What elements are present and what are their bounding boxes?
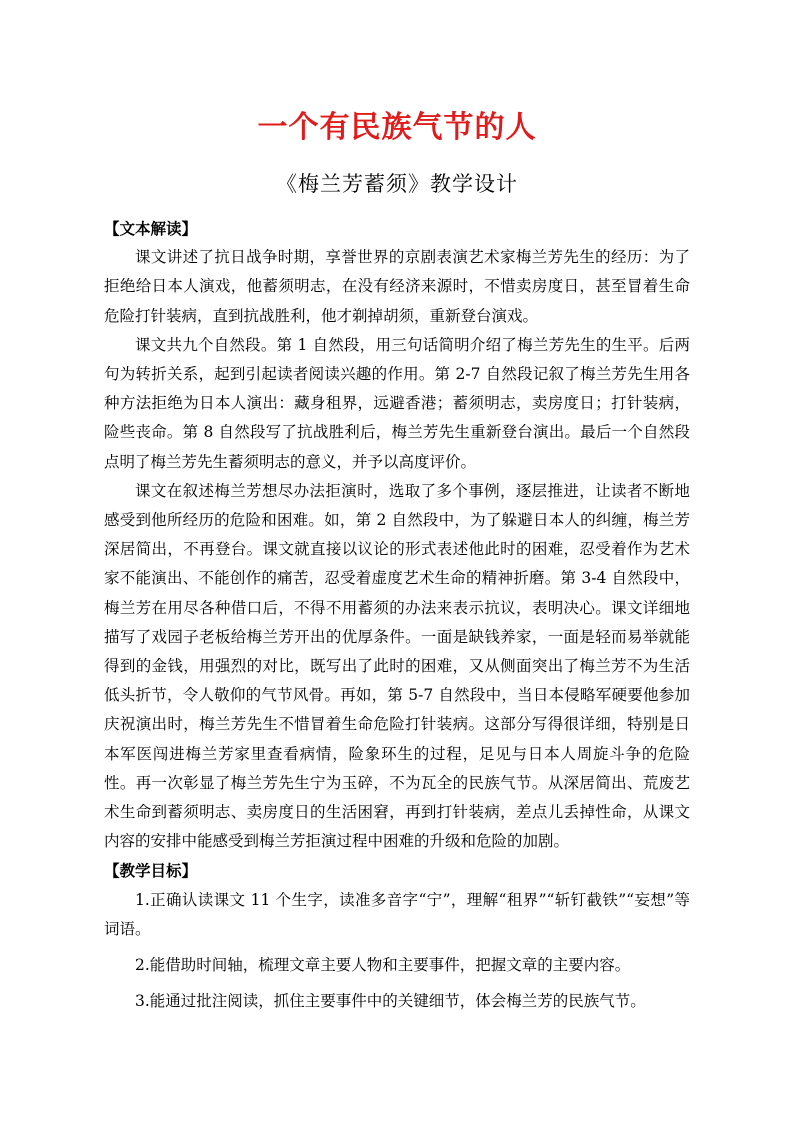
goal-item: 1.正确认读课文 11 个生字，读准多音字“宁”，理解“租界”“斩钉截铁”“妄想”等词语。 — [104, 890, 690, 938]
paragraph: 课文在叙述梅兰芳想尽办法拒演时，选取了多个事例，逐层推进，让读者不断地感受到他所经历的危险和困难。如，第 2 自然段中，为了躲避日本人的纠缠，梅兰芳深居简出，不再登台。课文就直接以议论的形式表述他此时的困难，忍受着作为艺术家不能演出、不能创作的痛苦，忍受着虚度艺术生命的精神折磨。第 3-4 自然段中，梅兰芳在用尽各种借口后，不得不用蓄须的办法来表示抗议，表明决心。课文详细地描写了戏园子老板给梅兰芳开出的优厚条件。一面是缺钱养家，一面是轻而易举就能得到的金钱，用强烈的对比，既写出了此时的困难，又从侧面突出了梅兰芳不为生活低头折节，令人敬仰的气节风骨。再如，第 5-7 自然段中，当日本侵略军硬要他参加庆祝演出时，梅兰芳先生不惜冒着生命危险打针装病。这部分写得很详细，特别是日本军医闯进梅兰芳家里查看病情，险象环生的过程，足见与日本人周旋斗争的危险性。再一次彰显了梅兰芳先生宁为玉碎，不为瓦全的民族气节。从深居简出、荒废艺术生命到蓄须明志、卖房度日的生活困窘，再到打针装病，差点儿丢掉性命，从课文内容的安排中能感受到梅兰芳拒演过程中困难的升级和危险的加剧。 — [104, 481, 690, 851]
section-heading-teaching-goals: 【教学目标】 — [104, 861, 198, 881]
paragraph: 课文共九个自然段。第 1 自然段，用三句话简明介绍了梅兰芳先生的生平。后两句为转折关系，起到引起读者阅读兴趣的作用。第 2-7 自然段记叙了梅兰芳先生用各种方法拒绝为日本人演出：藏身租界，远避香港；蓄须明志，卖房度日；打针装病，险些丧命。第 8 自然段写了抗战胜利后，梅兰芳先生重新登台演出。最后一个自然段点明了梅兰芳先生蓄须明志的意义，并予以高度评价。 — [104, 335, 690, 471]
goal-item: 3.能通过批注阅读，抓住主要事件中的关键细节，体会梅兰芳的民族气节。 — [135, 992, 646, 1011]
goal-item: 2.能借助时间轴，梳理文章主要人物和主要事件，把握文章的主要内容。 — [135, 956, 631, 975]
document-subtitle: 《梅兰芳蓄须》教学设计 — [276, 172, 518, 196]
document-title: 一个有民族气节的人 — [257, 110, 537, 145]
section-heading-text-analysis: 【文本解读】 — [104, 219, 198, 238]
paragraph: 课文讲述了抗日战争时期，享誉世界的京剧表演艺术家梅兰芳先生的经历：为了拒绝给日本人演戏，他蓄须明志，在没有经济来源时，不惜卖房度日，甚至冒着生命危险打针装病，直到抗战胜利，他才剃掉胡须，重新登台演戏。 — [104, 248, 690, 325]
document-body — [104, 214, 690, 1023]
